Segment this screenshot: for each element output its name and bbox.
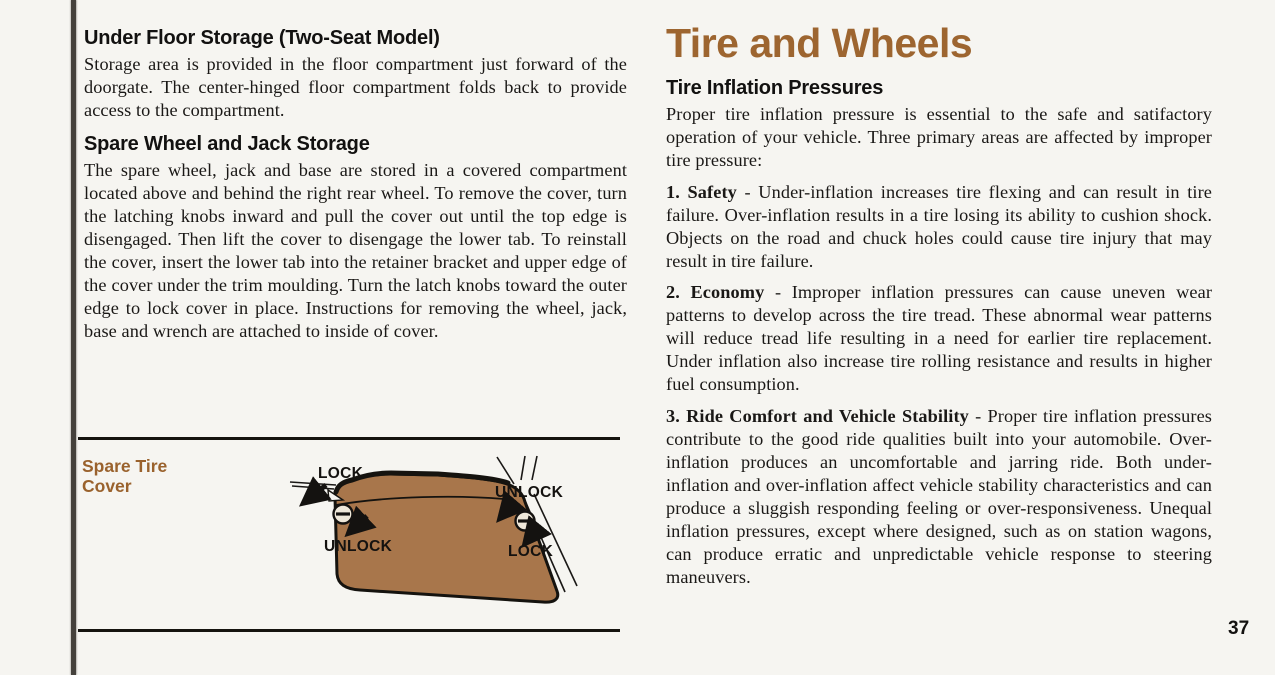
latch-knob-right-icon xyxy=(516,512,535,531)
item-safety-lead: 1. Safety xyxy=(666,181,737,202)
item-economy-body: - Improper inflation pressures can cause uneven wear patterns to develop across the tire tread. These abnormal wear patterns will reduce tread life resulting in a need for earlier tire replacement. Under inflation also increase tire rolling resistance and results in higher fuel consumption. xyxy=(666,282,1213,394)
section-body-spare-wheel-jack-storage: The spare wheel, jack and base are stored in a covered compartment located above and behind the right rear wheel. To remove the cover, turn the latching knobs inward and pull the cover out until the top edge is disengaged. Then lift the cover to disengage the lower tab. To reinstall the cover, insert the lower tab into the retainer bracket and upper edge of the cover under the trim moulding. Turn the latch knobs toward the outer edge to lock cover in place. Instructions for removing the wheel, jack, base and wrench are attached to inside of cover. xyxy=(84,160,627,341)
left-column xyxy=(84,26,627,343)
subheading-tire-inflation-pressures: Tire Inflation Pressures xyxy=(666,77,884,99)
section-body-under-floor-storage: Storage area is provided in the floor compartment just forward of the doorgate. The center-hinged floor compartment folds back to provide access to the compartment. xyxy=(84,54,627,120)
item-economy-lead: 2. Economy xyxy=(666,282,765,302)
spare-tire-cover-figure xyxy=(78,437,620,632)
label-unlock-right: UNLOCK xyxy=(495,484,564,501)
page-number: 37 xyxy=(1228,618,1250,639)
latch-knob-left-icon xyxy=(334,505,353,524)
section-heading-spare-wheel-jack-storage: Spare Wheel and Jack Storage xyxy=(84,133,370,155)
intro-paragraph: Proper tire inflation pressure is essential to the safe and satifactory operation of your vehicle. Three primary areas are affected by improper tire pressure: xyxy=(666,104,1212,170)
item-safety-body: - Under-inflation increases tire flexing and can result in tire failure. Over-inflation results in a tire losing its ability to cushion shock. Objects on the road and chuck holes could cause tire injury that may result in tire failure. xyxy=(666,181,1213,271)
item-ride-comfort xyxy=(666,405,1212,589)
section-heading-under-floor-storage: Under Floor Storage (Two-Seat Model) xyxy=(84,27,440,49)
figure-caption: Spare Tire Cover xyxy=(82,456,168,496)
page-gutter-shadow xyxy=(71,0,76,675)
item-ride-comfort-lead: 3. Ride Comfort and Vehicle Stability xyxy=(666,405,969,426)
item-ride-comfort-body: - Proper tire inflation pressures contribute to the good ride qualities built into your automobile. Over-inflation produces an uncomfortable and jarring ride. Both under-inflation and over-inflation affect vehicle stability characteristics and can produce a sluggish responding feeling or over-responsiveness. Unequal inflation pressures, except where designed, such as on station wagons, can produce erratic and unpredictable vehicle response to steering maneuvers. xyxy=(666,405,1212,587)
page-title: Tire and Wheels xyxy=(666,20,973,66)
right-column xyxy=(666,22,1212,589)
item-economy xyxy=(666,281,1212,396)
label-unlock-left: UNLOCK xyxy=(324,538,393,555)
label-lock-bottom: LOCK xyxy=(508,543,554,560)
spare-tire-cover-illustration-icon xyxy=(78,440,620,628)
label-lock-top: LOCK xyxy=(318,465,364,482)
item-safety xyxy=(666,181,1212,273)
